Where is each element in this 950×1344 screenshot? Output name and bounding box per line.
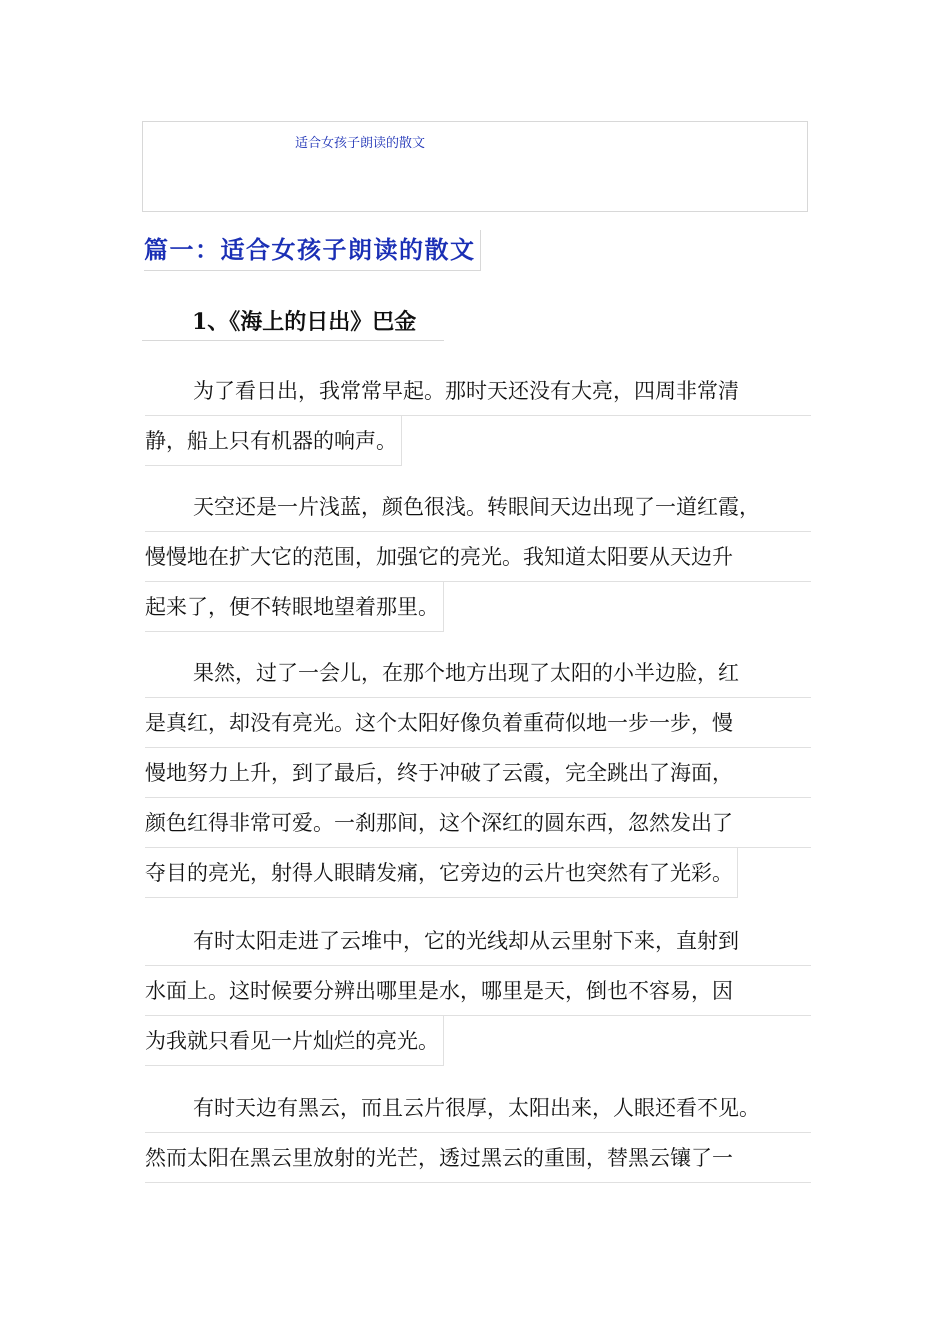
header-box	[142, 121, 808, 212]
paragraph-line: 有时太阳走进了云堆中，它的光线却从云里射下来，直射到	[145, 916, 811, 966]
paragraph-line: 慢地努力上升，到了最后，终于冲破了云霞，完全跳出了海面，	[145, 748, 811, 798]
paragraph-line: 起来了，便不转眼地望着那里。	[145, 582, 444, 632]
paragraph-1	[145, 366, 811, 466]
paragraph-5	[145, 1083, 811, 1183]
paragraph-line: 水面上。这时候要分辨出哪里是水，哪里是天，倒也不容易，因	[145, 966, 811, 1016]
paragraph-line: 是真红，却没有亮光。这个太阳好像负着重荷似地一步一步，慢	[145, 698, 811, 748]
section-heading: 1、《海上的日出》巴金	[192, 309, 417, 335]
paragraph-line: 有时天边有黑云，而且云片很厚，太阳出来，人眼还看不见。	[145, 1083, 811, 1133]
paragraph-2	[145, 482, 811, 632]
chapter-heading: 篇一：适合女孩子朗读的散文	[144, 230, 481, 271]
paragraph-3	[145, 648, 811, 898]
paragraph-line: 颜色红得非常可爱。一刹那间，这个深红的圆东西，忽然发出了	[145, 798, 811, 848]
paragraph-line: 静，船上只有机器的响声。	[145, 416, 402, 466]
paragraph-line: 夺目的亮光，射得人眼睛发痛，它旁边的云片也突然有了光彩。	[145, 848, 738, 898]
paragraph-line: 为了看日出，我常常早起。那时天还没有大亮，四周非常清	[145, 366, 811, 416]
paragraph-line: 为我就只看见一片灿烂的亮光。	[145, 1016, 444, 1066]
section-rule	[142, 340, 444, 341]
paragraph-line: 果然，过了一会儿，在那个地方出现了太阳的小半边脸，红	[145, 648, 811, 698]
paragraph-line: 慢慢地在扩大它的范围，加强它的亮光。我知道太阳要从天边升	[145, 532, 811, 582]
header-title: 适合女孩子朗读的散文	[295, 136, 426, 151]
paragraph-line: 然而太阳在黑云里放射的光芒，透过黑云的重围，替黑云镶了一	[145, 1133, 811, 1183]
paragraph-line: 天空还是一片浅蓝，颜色很浅。转眼间天边出现了一道红霞，	[145, 482, 811, 532]
paragraph-4	[145, 916, 811, 1066]
